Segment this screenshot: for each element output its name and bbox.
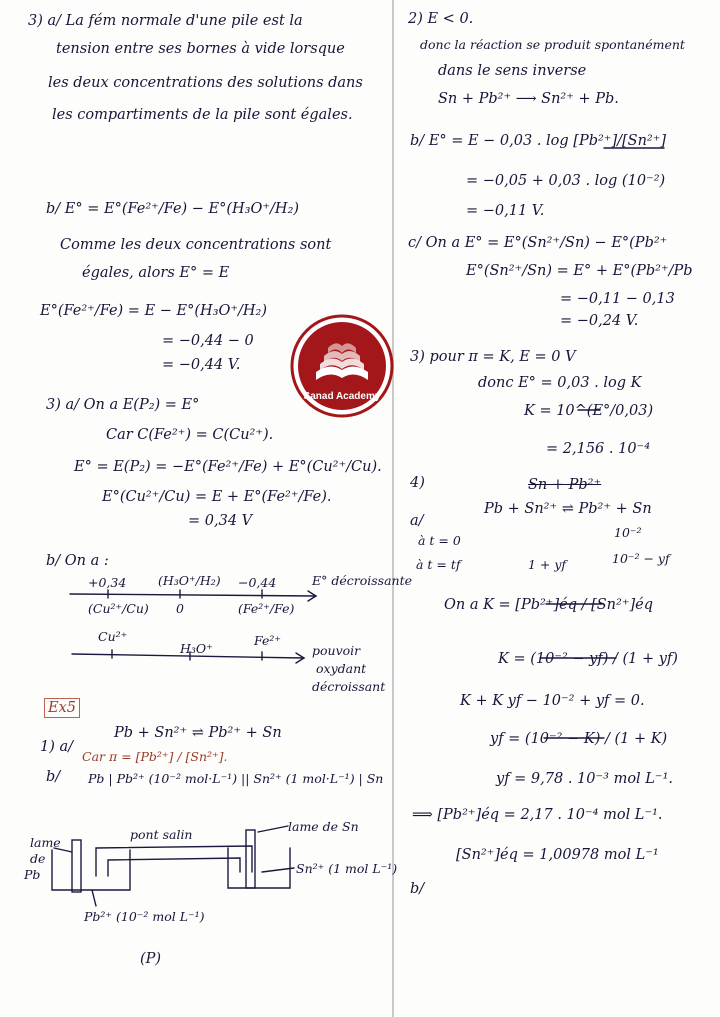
q4a-label: a/: [410, 513, 424, 529]
beaker-sn: [228, 848, 290, 888]
q4a-tf-sn: 1 + yf: [528, 557, 567, 572]
pointer-sol-sn: [262, 868, 294, 872]
q4a-row-t0: à t = 0: [418, 533, 461, 548]
q3a-line-1: 3) a/ La fém normale d'une pile est la: [28, 13, 303, 29]
q3a2-line-5: = 0,34 V: [188, 513, 253, 529]
oxidant-axis: [72, 654, 304, 658]
electrode-sn: [246, 830, 255, 888]
ex5-reaction: Pb + Sn²⁺ ⇌ Pb²⁺ + Sn: [114, 725, 282, 741]
q2-line-3: dans le sens inverse: [438, 63, 587, 79]
scale-value-3: −0,44: [238, 575, 277, 590]
q4-calc-4: yf = (10⁻² − K) / (1 + K): [490, 731, 668, 747]
label-lame-sn: lame de Sn: [288, 819, 359, 834]
qc-line-2: E°(Sn²⁺/Sn) = E° + E°(Pb²⁺/Pb: [466, 263, 693, 279]
oxidant-caption-1: pouvoir: [312, 643, 361, 658]
q4a-t0-value: 10⁻²: [614, 525, 642, 540]
species-2: H₃O⁺: [180, 641, 213, 656]
pointer-lame-pb: [54, 848, 72, 852]
pointer-lame-sn: [258, 826, 288, 832]
pointer-sol-pb: [92, 890, 96, 906]
cell-notation: Pb | Pb²⁺ (10⁻² mol·L⁻¹) || Sn²⁺ (1 mol·L⁻¹) | Sn: [88, 771, 384, 786]
label-lame-pb-3: Pb: [24, 867, 41, 882]
q2-line-4: Sn + Pb²⁺ ⟶ Sn²⁺ + Pb.: [438, 91, 619, 107]
electrode-pb: [72, 840, 81, 892]
label-sol-pb: Pb²⁺ (10⁻² mol L⁻¹): [84, 909, 205, 924]
qb-line-2: = −0,05 + 0,03 . log (10⁻²): [466, 173, 666, 189]
ex5-q1a: 1) a/: [40, 739, 74, 755]
qb-line-1: b/ E° = E − 0,03 . log [Pb²⁺]/[Sn²⁺]: [410, 133, 667, 149]
q3a-line-4: les compartiments de la pile sont égales.: [52, 107, 353, 123]
oxidant-caption-2: oxydant: [316, 661, 367, 676]
label-lame-pb-2: de: [30, 851, 46, 866]
q4a-row-tf: à t = tf: [416, 557, 461, 572]
q4a-reaction: Pb + Sn²⁺ ⇌ Pb²⁺ + Sn: [484, 501, 652, 517]
ex5-pi-note: Car π = [Pb²⁺] / [Sn²⁺].: [82, 749, 228, 764]
species-1: Cu²⁺: [98, 629, 128, 644]
q3-line-4: = 2,156 . 10⁻⁴: [546, 441, 651, 457]
ex5-heading: Ex5: [44, 698, 80, 718]
q3a2-line-1: 3) a/ On a E(P₂) = E°: [46, 397, 200, 413]
logo-wordmark: Sanad Academy: [303, 391, 381, 402]
scale-couple-1: (Cu²⁺/Cu): [88, 601, 149, 616]
sanad-academy-logo: [290, 314, 394, 418]
q2-line-2: donc la réaction se produit spontanément: [420, 37, 685, 52]
q4b-label: b/: [410, 881, 425, 897]
q3b-line-3: égales, alors E° = E: [82, 265, 230, 281]
e-scale-axis: [70, 594, 316, 596]
label-lame-pb-1: lame: [30, 835, 61, 850]
q4-struck: Sn + Pb²⁺: [528, 477, 602, 493]
species-3: Fe²⁺: [254, 633, 281, 648]
q3b2-title: b/ On a :: [46, 553, 109, 569]
qb-line-3: = −0,11 V.: [466, 203, 545, 219]
scale-caption: E° décroissante: [312, 573, 412, 588]
q3a2-line-4: E°(Cu²⁺/Cu) = E + E°(Fe²⁺/Fe).: [102, 489, 332, 505]
q4-calc-3: K + K yf − 10⁻² + yf = 0.: [460, 693, 645, 709]
qc-line-4: = −0,24 V.: [560, 313, 639, 329]
qc-line-3: = −0,11 − 0,13: [560, 291, 675, 307]
q3a-line-2: tension entre ses bornes à vide lorsque: [56, 41, 345, 57]
qc-line-1: c/ On a E° = E°(Sn²⁺/Sn) − E°(Pb²⁺: [408, 235, 668, 251]
q4-calc-7: [Sn²⁺]éq = 1,00978 mol L⁻¹: [456, 847, 659, 863]
q3-line-2: donc E° = 0,03 . log K: [478, 375, 642, 391]
q3b-line-2: Comme les deux concentrations sont: [60, 237, 332, 253]
q4-calc-6: ⟹ [Pb²⁺]éq = 2,17 . 10⁻⁴ mol L⁻¹.: [412, 807, 663, 823]
q3b-line-6: = −0,44 V.: [162, 357, 241, 373]
q4-calc-2: K = (10⁻² − yf) / (1 + yf): [498, 651, 678, 667]
q3b-line-4: E°(Fe²⁺/Fe) = E − E°(H₃O⁺/H₂): [40, 303, 268, 319]
scale-value-1: +0,34: [88, 575, 127, 590]
q3a-line-3: les deux concentrations des solutions dans: [48, 75, 363, 91]
q3a2-line-2: Car C(Fe²⁺) = C(Cu²⁺).: [106, 427, 274, 443]
q4a-tf-pb: 10⁻² − yf: [612, 551, 670, 566]
oxidant-caption-3: décroissant: [312, 679, 386, 694]
label-pile: (P): [140, 951, 162, 967]
beaker-pb: [52, 850, 130, 890]
scale-value-2: (H₃O⁺/H₂): [158, 573, 221, 588]
q4-title: 4): [410, 475, 425, 491]
q4-calc-1: On a K = [Pb²⁺]éq / [Sn²⁺]éq: [444, 597, 653, 613]
q3-line-3: K = 10^(E°/0,03): [524, 403, 654, 419]
label-salt-bridge: pont salin: [130, 827, 193, 842]
label-sol-sn: Sn²⁺ (1 mol L⁻¹): [296, 861, 398, 876]
q3b-line-1: b/ E° = E°(Fe²⁺/Fe) − E°(H₃O⁺/H₂): [46, 201, 300, 217]
scale-couple-3: (Fe²⁺/Fe): [238, 601, 295, 616]
scale-couple-2: 0: [176, 601, 184, 616]
q3a2-line-3: E° = E(P₂) = −E°(Fe²⁺/Fe) + E°(Cu²⁺/Cu).: [74, 459, 382, 475]
book-logo-icon: [290, 314, 394, 418]
ex5-q1b: b/: [46, 769, 61, 785]
q4-calc-5: yf = 9,78 . 10⁻³ mol L⁻¹.: [496, 771, 673, 787]
q2-line-1: 2) E < 0.: [408, 11, 474, 27]
q3b-line-5: = −0,44 − 0: [162, 333, 254, 349]
q3-line-1: 3) pour π = K, E = 0 V: [410, 349, 576, 365]
salt-bridge-inner: [108, 858, 240, 876]
